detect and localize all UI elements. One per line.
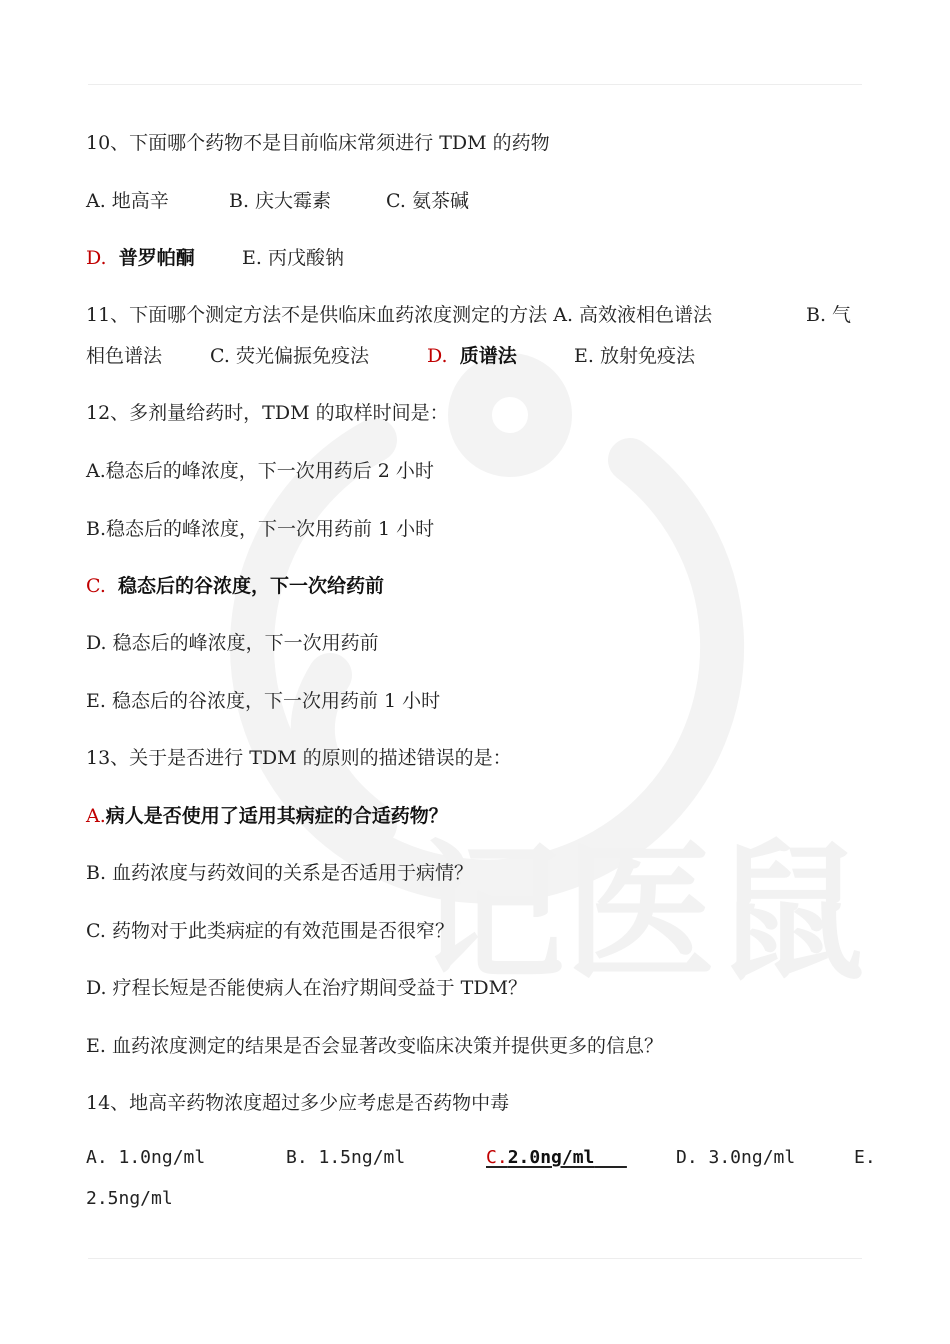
q14-option-a: A. 1.0ng/ml: [86, 1147, 206, 1168]
q13-option-d: D. 疗程长短是否能使病人在治疗期间受益于 TDM？: [86, 977, 528, 999]
q11-option-e: E. 放射免疫法: [574, 345, 695, 367]
q11-answer-text: 质谱法: [459, 345, 517, 367]
q14-option-c: [486, 1147, 627, 1168]
watermark-logo: [160, 345, 866, 1005]
q12-option-e: E. 稳态后的谷浓度，下一次用药前 1 小时: [86, 690, 441, 712]
footer-rule: [88, 1258, 862, 1259]
q12-answer-label: C.: [86, 575, 106, 597]
q11-options-row: [86, 341, 786, 367]
q11-option-b-part2: 相色谱法: [86, 345, 163, 367]
q13-answer-text: 病人是否使用了适用其病症的合适药物？: [105, 805, 448, 827]
q11-stem-row: [86, 300, 866, 326]
q13-option-a: [86, 801, 448, 828]
q12-option-a: A.稳态后的峰浓度，下一次用药后 2 小时: [86, 460, 434, 482]
q14-option-e-label: E.: [854, 1147, 876, 1168]
q12-stem: 12、多剂量给药时，TDM 的取样时间是：: [86, 402, 449, 424]
q12-option-c: [86, 571, 384, 598]
q14-options-row: [86, 1147, 876, 1173]
watermark-ear-shape: [470, 375, 550, 455]
q14-option-d: D. 3.0ng/ml: [676, 1147, 796, 1168]
q14-option-b: B. 1.5ng/ml: [286, 1147, 406, 1168]
q12-option-d: D. 稳态后的峰浓度，下一次用药前: [86, 632, 379, 654]
q10-option-e: E. 丙戊酸钠: [242, 247, 344, 269]
q12-answer-text: 稳态后的谷浓度，下一次给药前: [118, 575, 385, 597]
header-rule: [88, 84, 862, 85]
q10-option-c: C. 氨茶碱: [386, 190, 469, 212]
q10-option-a: A. 地高辛: [86, 190, 169, 212]
q10-options-row-2: [86, 243, 786, 269]
q11-answer-label: D.: [427, 345, 448, 367]
watermark-text: 记医鼠: [415, 827, 866, 1001]
q14-option-e-value: 2.5ng/ml: [86, 1188, 173, 1209]
q11-option-b-part1: B. 气: [806, 304, 852, 326]
q13-stem: 13、关于是否进行 TDM 的原则的描述错误的是：: [86, 747, 512, 769]
q10-stem: 10、下面哪个药物不是目前临床常须进行 TDM 的药物: [86, 132, 550, 154]
q10-answer-label: D.: [86, 247, 107, 269]
q13-option-c: C. 药物对于此类病症的有效范围是否很窄？: [86, 920, 454, 942]
q14-stem: 14、地高辛药物浓度超过多少应考虑是否药物中毒: [86, 1092, 510, 1114]
q10-options-row-1: [86, 186, 786, 212]
q13-option-b: B. 血药浓度与药效间的关系是否适用于病情？: [86, 862, 474, 884]
q13-answer-label: A.: [86, 805, 106, 827]
q11-option-d: [427, 341, 517, 368]
q10-answer-text: 普罗帕酮: [118, 247, 195, 269]
q12-option-b: B.稳态后的峰浓度，下一次用药前 1 小时: [86, 518, 435, 540]
q14-answer-label: C.: [486, 1147, 508, 1168]
q11-option-c: C. 荧光偏振免疫法: [210, 345, 369, 367]
q13-option-e: E. 血药浓度测定的结果是否会显著改变临床决策并提供更多的信息？: [86, 1035, 663, 1057]
q10-option-d: [86, 243, 195, 270]
q11-stem: 11、下面哪个测定方法不是供临床血药浓度测定的方法 A. 高效液相色谱法: [86, 304, 713, 326]
q10-option-b: B. 庆大霉素: [229, 190, 332, 212]
q14-answer-text: 2.0ng/ml: [507, 1147, 595, 1168]
